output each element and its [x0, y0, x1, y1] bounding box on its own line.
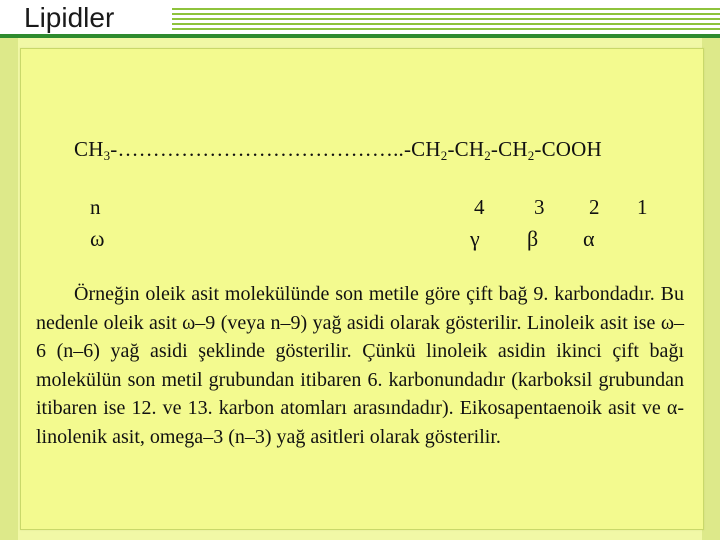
formula-ch2-a-subscript: 2: [440, 148, 448, 163]
fatty-acid-formula: [74, 137, 602, 162]
position-4: 4: [474, 195, 485, 219]
formula-ch2-b-subscript: 2: [484, 148, 491, 163]
formula-ch2-c: -CH: [490, 137, 528, 161]
position-3: 3: [534, 195, 545, 219]
explanation-paragraph: Örneğin oleik asit molekülünde son metile göre çift bağ 9. karbondadır. Bu nedenle oleik asit ω–9 (veya n–9) yağ asidi olarak gösterilir. Linoleik asit ise ω–6 (n–6) yağ asidi şeklinde gösterilir. Çünkü linoleik asidin ikinci çift bağı molekülün son metil grubundan itibaren 6. karbonundadır (karboksil grubundan itibaren ise 12. ve 13. karbon atomları arasındadır). Eikosapentaenoik asit ve α-linolenik asit, omega–3 (n–3) yağ asitleri olarak gösterilir.: [36, 283, 684, 448]
left-border-decoration: [0, 38, 18, 540]
formula-ch2-b: -CH: [447, 137, 485, 161]
greek-beta: β: [527, 226, 539, 251]
greek-omega: ω: [90, 226, 105, 251]
greek-gamma: γ: [470, 226, 480, 251]
formula-cooh: -COOH: [534, 137, 602, 161]
formula-ch2-a: -CH: [403, 137, 441, 161]
position-2: 2: [589, 195, 600, 219]
slide-title: Lipidler: [24, 2, 115, 33]
formula-ch3: CH: [74, 137, 104, 161]
header-bar: [0, 0, 720, 36]
position-1: 1: [637, 195, 648, 219]
formula-ch2-c-subscript: 2: [527, 148, 535, 163]
position-n: n: [90, 195, 101, 219]
header-stripes: [172, 6, 720, 32]
header-divider: [0, 34, 720, 38]
greek-alpha: α: [583, 226, 595, 251]
formula-dots: -…………………………………..: [110, 137, 404, 161]
right-border-decoration: [702, 38, 720, 540]
formula-ch3-subscript: 3: [103, 148, 111, 163]
